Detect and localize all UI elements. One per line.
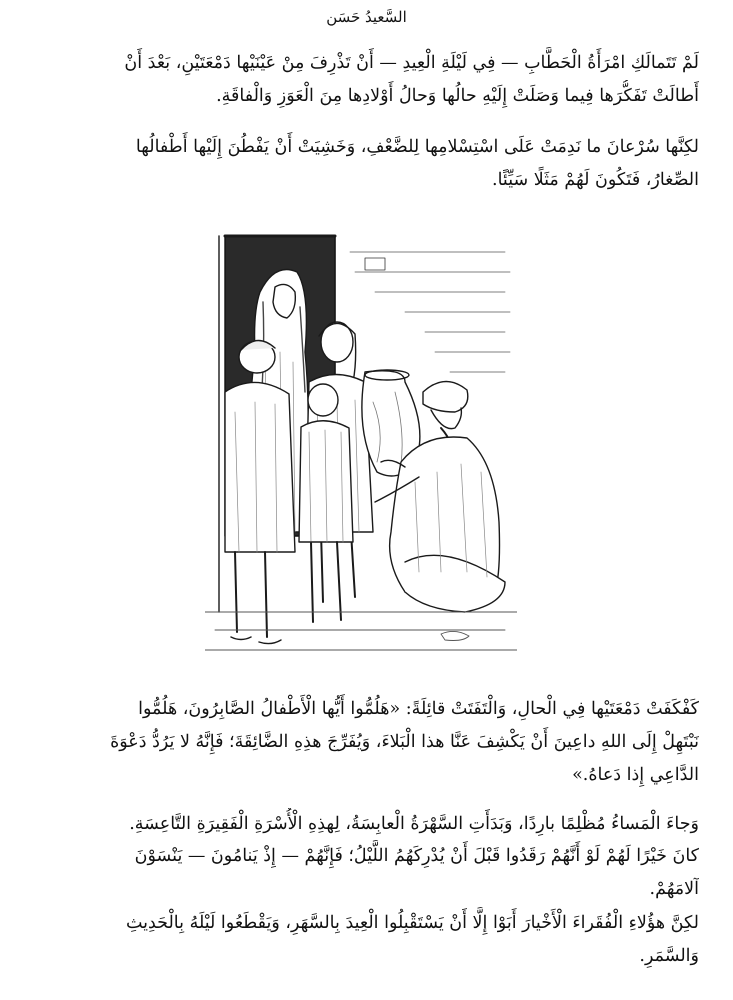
paragraph-2: [44, 131, 699, 197]
wall-hatching: [350, 252, 510, 372]
floor-lines: [205, 612, 517, 650]
paragraph-line: لَمْ تَتَمالَكِ امْرَأَةُ الْحَطَّابِ — فِي لَيْلَةِ الْعِيدِ — أَنْ تَذْرِفَ مِنْ عَيْنَيْها دَمْعَتَيْنِ، بَعْدَ أَنْ: [124, 53, 699, 73]
paragraph-6: [44, 907, 699, 973]
woodcutter-family-illustration: [205, 232, 517, 660]
paragraph-line: وَجاءَ الْمَساءُ مُظْلِمًا بارِدًا، وَبَدَأَتِ السَّهْرَةُ الْعابِسَةُ، لِهذِهِ الْأُسْرَةِ الْفَقِيرَةِ التَّاعِسَةِ.: [129, 814, 699, 834]
paragraph-line: أَطالَتْ تَفَكُّرَها فِيما وَصَلَتْ إِلَيْهِ حالُها وَحالُ أَوْلادِها مِنَ الْعَوَزِ وَالْفاقَةِ.: [216, 86, 699, 106]
paragraph-line: وَالسَّمَرِ.: [639, 946, 699, 966]
paragraph-line: الصِّغارُ، فَتَكُونَ لَهُمْ مَثَلًا سَيِّئًا.: [492, 170, 699, 190]
paragraph-line: لكِنَّ هؤُلاءِ الْفُقَراءَ الْأَخْيارَ أَبَوْا إِلَّا أَنْ يَسْتَقْبِلُوا الْعِيدَ بِالسَّهَرِ، وَيَقْطَعُوا لَيْلَهُ بِالْحَدِيثِ: [125, 913, 699, 933]
paragraph-line: كانَ خَيْرًا لَهُمْ لَوْ أَنَّهُمْ رَقَدُوا قَبْلَ أَنْ يُدْرِكَهُمُ اللَّيْلُ؛ فَإِنَّهُمْ — إِذْ يَنامُونَ — يَنْسَوْنَ: [134, 846, 699, 866]
paragraph-3: [44, 693, 699, 792]
paragraph-1: [44, 47, 699, 113]
paragraph-line: الدَّاعِي إِذا دَعاهُ.»: [572, 765, 699, 785]
running-title: السَّعيدُ حَسَن: [326, 8, 407, 26]
paragraph-5: [44, 840, 699, 906]
paragraph-line: نَبْتَهِلْ إِلَى اللهِ داعِينَ أَنْ يَكْشِفَ عَنَّا هذا الْبَلاءَ، وَيُفَرِّجَ هذِهِ الضَّائِقَةَ؛ فَإِنَّهُ لا يَرُدُّ دَعْوَةَ: [110, 732, 699, 752]
paragraph-line: لكِنَّها سُرْعانَ ما نَدِمَتْ عَلَى اسْتِسْلامِها لِلضَّعْفِ، وَخَشِيَتْ أَنْ يَفْطُنَ إِلَيْها أَطْفالُها: [135, 137, 699, 157]
paragraph-line: آلامَهُمْ.: [649, 879, 699, 899]
paragraph-line: كَفْكَفَتْ دَمْعَتَيْها فِي الْحالِ، وَالْتَفَتَتْ قائِلَةً: «هَلُمُّوا أَيُّها الْأَطْفالُ الصَّابِرُونَ، هَلُمُّوا: [138, 699, 699, 719]
paragraph-4: [44, 808, 699, 841]
